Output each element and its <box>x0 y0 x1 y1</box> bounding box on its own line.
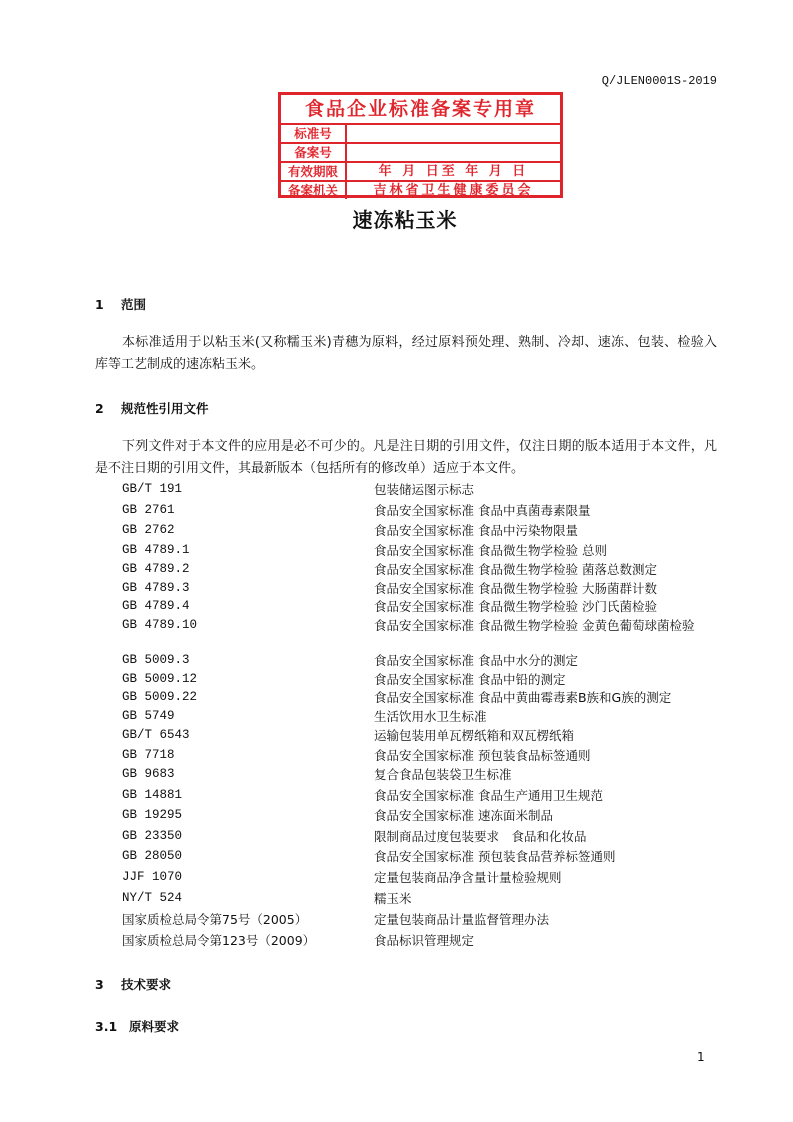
reference-code: GB 5009.12 <box>122 672 198 686</box>
reference-title: 食品安全国家标准 预包装食品标签通则 <box>374 748 591 763</box>
stamp-row: 有效期限 年 月 日至 年 月 日 <box>281 163 560 182</box>
reference-title: 食品安全国家标准 食品中铅的测定 <box>374 672 566 687</box>
reference-code: GB 28050 <box>122 849 183 863</box>
reference-title: 食品安全国家标准 食品中水分的测定 <box>374 653 578 668</box>
reference-title: 食品安全国家标准 食品微生物学检验 金黄色葡萄球菌检验 <box>374 618 695 633</box>
references-intro-paragraph: 下列文件对于本文件的应用是必不可少的。凡是注日期的引用文件，仅注日期的版本适用于本文件，凡是不注日期的引用文件，其最新版本（包括所有的修改单）适应于本文件。 <box>95 439 717 476</box>
reference-title: 生活饮用水卫生标准 <box>374 709 487 724</box>
reference-title: 食品安全国家标准 食品中真菌毒素限量 <box>374 503 591 518</box>
reference-code: 国家质检总局令第123号（2009） <box>122 933 316 948</box>
reference-code: GB 4789.1 <box>122 543 190 557</box>
reference-title: 复合食品包装袋卫生标准 <box>374 767 512 782</box>
reference-title: 食品安全国家标准 食品微生物学检验 菌落总数测定 <box>374 562 657 577</box>
reference-code: GB/T 6543 <box>122 728 190 742</box>
reference-code: GB 5749 <box>122 709 175 723</box>
reference-title: 定量包装商品计量监督管理办法 <box>374 912 550 927</box>
reference-title: 食品安全国家标准 预包装食品营养标签通则 <box>374 849 616 864</box>
reference-title: 限制商品过度包装要求 食品和化妆品 <box>374 829 587 844</box>
reference-code: GB 2761 <box>122 503 175 517</box>
reference-title: 定量包装商品净含量计量检验规则 <box>374 870 562 885</box>
stamp-title: 食品企业标准备案专用章 <box>281 95 560 125</box>
reference-title: 食品安全国家标准 食品中污染物限量 <box>374 523 578 538</box>
section-heading-scope: 1 范围 <box>95 297 147 312</box>
scope-paragraph: 本标准适用于以粘玉米(又称糯玉米)青穗为原料，经过原料预处理、熟制、冷却、速冻、包装、检验入库等工艺制成的速冻粘玉米。 <box>95 335 717 372</box>
reference-title: 食品安全国家标准 食品中黄曲霉毒素B族和G族的测定 <box>374 690 672 705</box>
reference-code: 国家质检总局令第75号（2005） <box>122 912 308 927</box>
stamp-row: 备案机关 吉林省卫生健康委员会 <box>281 182 560 199</box>
reference-title: 食品标识管理规定 <box>374 933 475 948</box>
reference-code: GB 9683 <box>122 767 175 781</box>
reference-code: NY/T 524 <box>122 891 183 905</box>
reference-title: 食品安全国家标准 食品微生物学检验 沙门氏菌检验 <box>374 599 657 614</box>
section-heading-raw-materials: 3.1 原料要求 <box>95 1019 180 1034</box>
reference-title: 食品安全国家标准 食品微生物学检验 大肠菌群计数 <box>374 581 657 596</box>
reference-code: GB 5009.3 <box>122 653 190 667</box>
stamp-row: 备案号 <box>281 144 560 163</box>
stamp-row: 标准号 <box>281 125 560 144</box>
reference-code: GB 4789.4 <box>122 599 190 613</box>
reference-code: GB 4789.2 <box>122 562 190 576</box>
reference-code: GB 4789.10 <box>122 618 198 632</box>
reference-title: 包装储运图示标志 <box>374 482 475 497</box>
reference-code: GB 14881 <box>122 788 183 802</box>
document-number: Q/JLEN0001S-2019 <box>601 74 717 88</box>
reference-code: GB 5009.22 <box>122 690 198 704</box>
reference-title: 运输包装用单瓦楞纸箱和双瓦楞纸箱 <box>374 728 575 743</box>
page-number: 1 <box>697 1050 705 1064</box>
reference-title: 食品安全国家标准 速冻面米制品 <box>374 808 553 823</box>
reference-code: JJF 1070 <box>122 870 183 884</box>
reference-code: GB/T 191 <box>122 482 183 496</box>
filing-stamp <box>278 92 563 198</box>
reference-title: 食品安全国家标准 食品微生物学检验 总则 <box>374 543 607 558</box>
reference-code: GB 19295 <box>122 808 183 822</box>
reference-code: GB 7718 <box>122 748 175 762</box>
reference-code: GB 23350 <box>122 829 183 843</box>
section-heading-references: 2 规范性引用文件 <box>95 401 209 416</box>
reference-code: GB 2762 <box>122 523 175 537</box>
reference-code: GB 4789.3 <box>122 581 190 595</box>
reference-title: 食品安全国家标准 食品生产通用卫生规范 <box>374 788 603 803</box>
section-heading-technical: 3 技术要求 <box>95 977 172 992</box>
reference-title: 糯玉米 <box>374 891 412 906</box>
document-title: 速冻粘玉米 <box>352 208 458 232</box>
